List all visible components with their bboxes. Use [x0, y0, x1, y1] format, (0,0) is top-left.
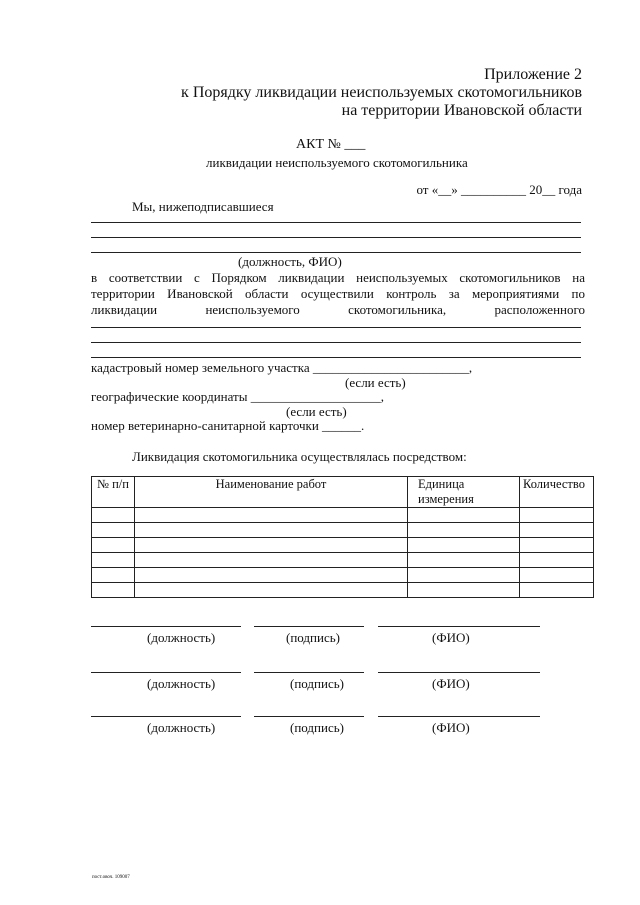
fill-line [91, 237, 581, 238]
act-date: от «__» __________ 20__ года [416, 182, 582, 197]
table-row [92, 583, 594, 598]
body-line-2: территории Ивановской области осуществили контроль за мероприятиями по [91, 286, 585, 301]
position-caption: (должность) [147, 676, 216, 691]
table-row [92, 553, 594, 568]
fill-line [91, 222, 581, 223]
fill-line [91, 327, 581, 328]
signature-line [254, 672, 364, 673]
signature-line [378, 672, 540, 673]
header-number: № п/п [92, 477, 135, 508]
liquidation-label: Ликвидация скотомогильника осуществлялась посредством: [132, 449, 467, 464]
fill-line [91, 252, 581, 253]
fio-caption: (ФИО) [432, 720, 470, 735]
signature-line [91, 626, 241, 627]
position-caption: (должность) [147, 720, 216, 735]
signature-line [378, 626, 540, 627]
signature-caption: (подпись) [290, 676, 344, 691]
geo-coordinates: географические координаты ____________________, [91, 389, 384, 404]
signature-line [254, 626, 364, 627]
body-line-3: ликвидации неиспользуемого скотомогильника, расположенного [91, 302, 585, 317]
signature-line [91, 716, 241, 717]
body-line-1: в соответствии с Порядком ликвидации неиспользуемых скотомогильников на [91, 270, 585, 285]
position-fio-caption: (должность, ФИО) [238, 254, 342, 269]
vet-card-number: номер ветеринарно-санитарной карточки ______. [91, 418, 365, 433]
signature-line [91, 672, 241, 673]
fill-line [91, 342, 581, 343]
appendix-line2: к Порядку ликвидации неиспользуемых скотомогильников [181, 84, 582, 101]
fill-line [91, 357, 581, 358]
signature-line [254, 716, 364, 717]
if-any-caption: (если есть) [345, 375, 406, 390]
table-row [92, 568, 594, 583]
act-subtitle: ликвидации неиспользуемого скотомогильника [206, 155, 468, 170]
fio-caption: (ФИО) [432, 630, 470, 645]
header-unit: Единица измерения [408, 477, 520, 508]
act-title: АКТ № ___ [296, 137, 366, 152]
table-row [92, 508, 594, 523]
appendix-line3: на территории Ивановской области [341, 102, 582, 119]
table-row [92, 523, 594, 538]
if-any-caption: (если есть) [286, 404, 347, 419]
works-table [91, 476, 594, 598]
fio-caption: (ФИО) [432, 676, 470, 691]
position-caption: (должность) [147, 630, 216, 645]
table-row [92, 538, 594, 553]
we-signed-label: Мы, нижеподписавшиеся [132, 199, 274, 214]
header-work-name: Наименование работ [135, 477, 408, 508]
signature-line [378, 716, 540, 717]
signature-caption: (подпись) [290, 720, 344, 735]
appendix-label: Приложение 2 [484, 66, 582, 83]
header-quantity: Количество [520, 477, 594, 508]
signature-caption: (подпись) [286, 630, 340, 645]
footer-code: пост.овоч. 109007 [92, 875, 130, 880]
cadastral-number: кадастровый номер земельного участка ________________________, [91, 360, 473, 375]
